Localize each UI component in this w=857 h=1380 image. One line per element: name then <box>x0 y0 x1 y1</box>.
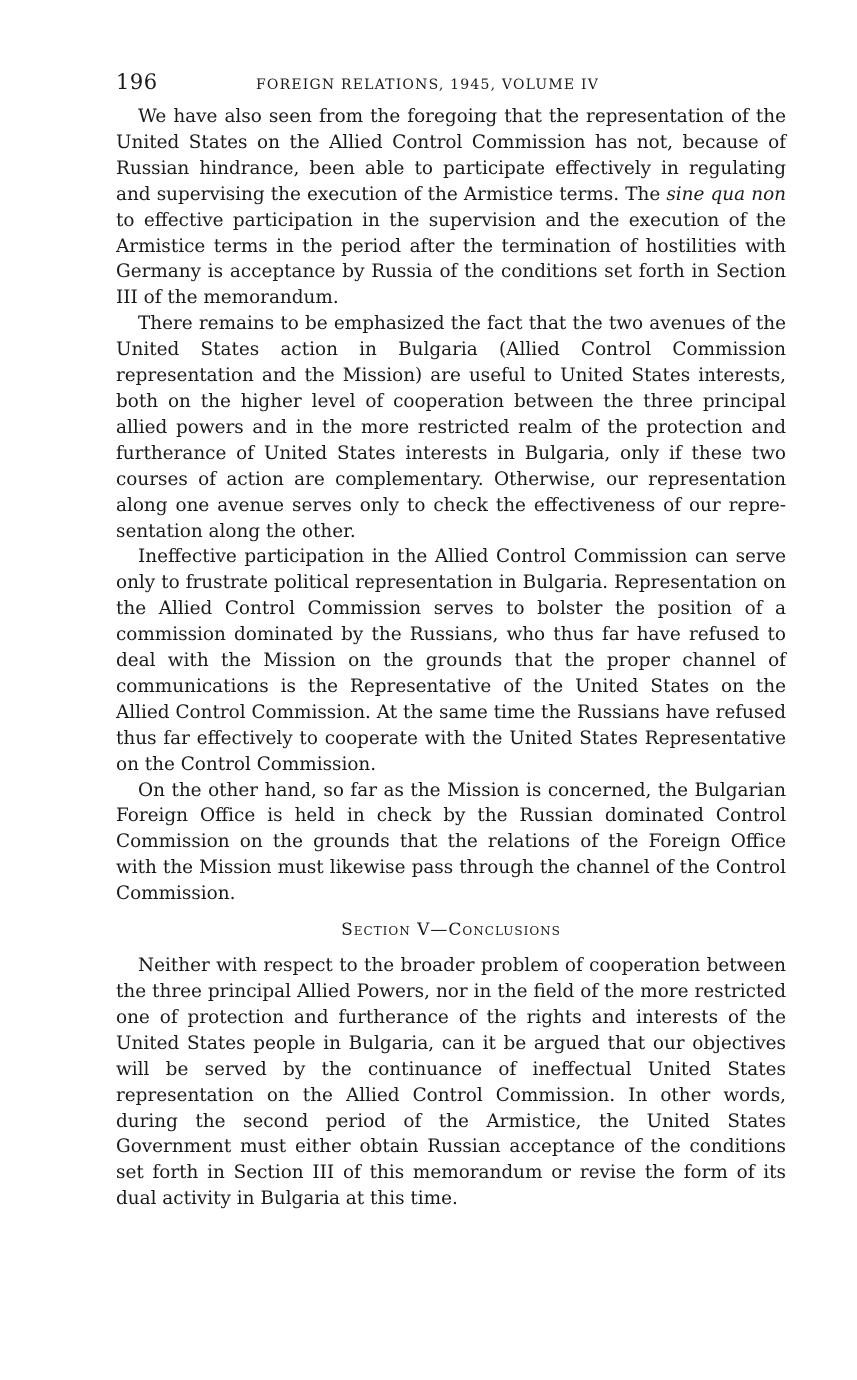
paragraph-1-latin-phrase: sine qua non <box>666 183 786 205</box>
section-heading <box>116 917 786 943</box>
paragraph-4: On the other hand, so far as the Mission is concerned, the Bulgarian Foreign Office is held in check by the Russian dominated Control Commission on the grounds that the relations of the Foreign Office with the Mission must likewise pass through the channel of the Control Commission. <box>116 779 786 905</box>
document-page <box>116 70 786 1212</box>
conclusion-paragraph: Neither with respect to the broader problem of cooperation between the three principal Allied Powers, nor in the field of the more restricted one of protection and furtherance of the rights and interests of the United States people in Bulgaria, can it be argued that our objectives will be served by the continuance of ineffectual United States representation on the Allied Control Commission. In other words, during the second period of the Armistice, the United States Government must either obtain Russian acceptance of the conditions set forth in Section III of this memorandum or revise the form of its dual activity in Bulgaria at this time. <box>116 955 786 1210</box>
running-title: FOREIGN RELATIONS, 1945, VOLUME IV <box>256 77 600 93</box>
section-heading-text: Section V—Conclusions <box>341 920 561 941</box>
paragraph-2: There remains to be emphasized the fact that the two avenues of the United States action in Bulgaria (Allied Control Commission representation and the Mission) are useful to United States interests, both on the higher level of cooperation between the three principal allied powers and in the more restricted realm of the protection and furtherance of United States interests in Bulgaria, only if these two courses of action are complementary. Otherwise, our representation along one avenue serves only to check the effectiveness of our representation along the other. <box>116 313 786 542</box>
paragraph-1 <box>116 104 786 311</box>
paragraph-3: Ineffective participation in the Allied Control Commission can serve only to frustrate political representation in Bulgaria. Representation on the Allied Control Commission serves to bolster the position of a commission dominated by the Russians, who thus far have refused to deal with the Mission on the grounds that the proper channel of communications is the Representative of the United States on the Allied Control Commission. At the same time the Russians have refused thus far effectively to cooperate with the United States Representative on the Control Commission. <box>116 546 786 775</box>
running-head <box>116 70 786 104</box>
paragraph-1-part-2: to effective participation in the supervision and the execution of the Armistice terms in the period after the termination of hostilities with Germany is acceptance by Russia of the conditions set forth in Section III of the memorandum. <box>116 209 786 309</box>
body-text <box>116 104 786 1212</box>
page-number: 196 <box>116 70 158 94</box>
paragraph-1-part-1: We have also seen from the foregoing that the representation of the United States on the Allied Control Commission has not, because of Russian hindrance, been able to participate effectively in regulating and supervising the execution of the Armistice terms. The <box>116 106 786 205</box>
